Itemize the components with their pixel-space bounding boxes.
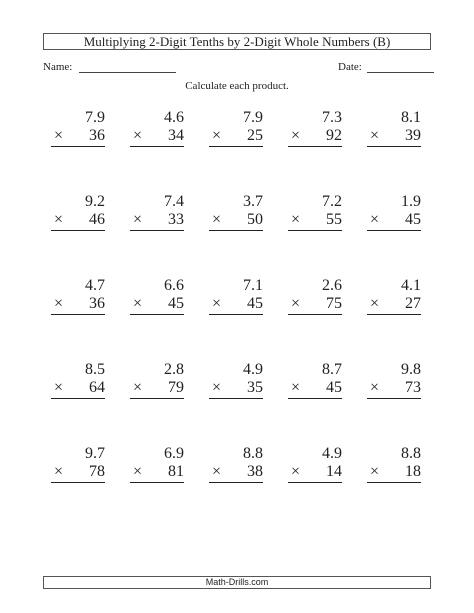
multiplier: 39 bbox=[405, 127, 421, 144]
problem-item bbox=[38, 109, 117, 193]
times-sign: × bbox=[133, 295, 143, 312]
multiplier-line bbox=[288, 127, 342, 147]
times-sign: × bbox=[212, 211, 222, 228]
problem-item bbox=[38, 445, 117, 529]
times-sign: × bbox=[212, 463, 222, 480]
problem-stack bbox=[51, 445, 105, 483]
times-sign: × bbox=[291, 463, 301, 480]
multiplicand: 4.9 bbox=[243, 361, 263, 378]
problem-stack bbox=[209, 193, 263, 231]
problem-item bbox=[275, 109, 354, 193]
problem-item bbox=[117, 109, 196, 193]
multiplier: 75 bbox=[326, 295, 342, 312]
problem-stack bbox=[209, 277, 263, 315]
problem-item bbox=[117, 445, 196, 529]
multiplicand: 2.6 bbox=[322, 277, 342, 294]
multiplier: 45 bbox=[168, 295, 184, 312]
multiplier: 38 bbox=[247, 463, 263, 480]
times-sign: × bbox=[54, 379, 64, 396]
problem-item bbox=[275, 361, 354, 445]
problem-stack bbox=[367, 445, 421, 483]
times-sign: × bbox=[133, 127, 143, 144]
multiplier: 55 bbox=[326, 211, 342, 228]
multiplier-line bbox=[367, 211, 421, 231]
problem-stack bbox=[130, 361, 184, 399]
problem-item bbox=[117, 193, 196, 277]
multiplicand: 8.1 bbox=[401, 109, 421, 126]
multiplier-line bbox=[51, 379, 105, 399]
problem-item bbox=[117, 277, 196, 361]
problem-item bbox=[354, 361, 433, 445]
multiplicand: 7.9 bbox=[243, 109, 263, 126]
multiplicand: 8.8 bbox=[401, 445, 421, 462]
multiplicand: 9.7 bbox=[85, 445, 105, 462]
name-label: Name: bbox=[43, 61, 73, 73]
multiplicand: 7.1 bbox=[243, 277, 263, 294]
problem-item bbox=[354, 193, 433, 277]
multiplier-line bbox=[130, 295, 184, 315]
multiplicand: 6.6 bbox=[164, 277, 184, 294]
multiplier-line bbox=[130, 379, 184, 399]
multiplicand: 9.2 bbox=[85, 193, 105, 210]
multiplicand: 4.1 bbox=[401, 277, 421, 294]
multiplier-line bbox=[288, 211, 342, 231]
times-sign: × bbox=[370, 127, 380, 144]
problem-item bbox=[38, 361, 117, 445]
multiplier-line bbox=[209, 127, 263, 147]
multiplicand: 7.4 bbox=[164, 193, 184, 210]
problem-stack bbox=[209, 445, 263, 483]
multiplicand: 7.3 bbox=[322, 109, 342, 126]
multiplier: 14 bbox=[326, 463, 342, 480]
multiplier-line bbox=[367, 463, 421, 483]
problem-item bbox=[354, 277, 433, 361]
times-sign: × bbox=[370, 379, 380, 396]
multiplicand: 8.8 bbox=[243, 445, 263, 462]
problem-stack bbox=[209, 109, 263, 147]
problem-stack bbox=[130, 109, 184, 147]
multiplier-line bbox=[367, 127, 421, 147]
problem-item bbox=[196, 445, 275, 529]
date-field bbox=[338, 61, 434, 73]
problem-item bbox=[196, 109, 275, 193]
times-sign: × bbox=[370, 295, 380, 312]
multiplier-line bbox=[130, 127, 184, 147]
multiplier-line bbox=[367, 295, 421, 315]
multiplier: 45 bbox=[326, 379, 342, 396]
problem-stack bbox=[130, 445, 184, 483]
times-sign: × bbox=[54, 463, 64, 480]
multiplier: 27 bbox=[405, 295, 421, 312]
times-sign: × bbox=[291, 127, 301, 144]
multiplier: 50 bbox=[247, 211, 263, 228]
multiplier-line bbox=[209, 295, 263, 315]
multiplicand: 4.9 bbox=[322, 445, 342, 462]
problem-stack bbox=[288, 445, 342, 483]
multiplier: 25 bbox=[247, 127, 263, 144]
times-sign: × bbox=[133, 211, 143, 228]
problem-item bbox=[275, 277, 354, 361]
problem-stack bbox=[130, 277, 184, 315]
problem-stack bbox=[367, 277, 421, 315]
problem-stack bbox=[288, 361, 342, 399]
multiplier-line bbox=[51, 127, 105, 147]
multiplier-line bbox=[130, 463, 184, 483]
problem-stack bbox=[288, 277, 342, 315]
multiplier: 45 bbox=[405, 211, 421, 228]
multiplier-line bbox=[51, 463, 105, 483]
multiplier: 36 bbox=[89, 127, 105, 144]
multiplier-line bbox=[367, 379, 421, 399]
times-sign: × bbox=[133, 379, 143, 396]
problem-item bbox=[196, 193, 275, 277]
multiplier-line bbox=[130, 211, 184, 231]
multiplier: 35 bbox=[247, 379, 263, 396]
problem-item bbox=[354, 445, 433, 529]
multiplier: 18 bbox=[405, 463, 421, 480]
problem-stack bbox=[130, 193, 184, 231]
multiplier-line bbox=[209, 211, 263, 231]
problem-stack bbox=[367, 361, 421, 399]
problem-item bbox=[196, 361, 275, 445]
problem-item bbox=[275, 445, 354, 529]
times-sign: × bbox=[212, 295, 222, 312]
times-sign: × bbox=[370, 211, 380, 228]
multiplicand: 8.5 bbox=[85, 361, 105, 378]
problem-item bbox=[354, 109, 433, 193]
name-blank-line bbox=[79, 62, 176, 73]
problem-stack bbox=[288, 109, 342, 147]
instructions: Calculate each product. bbox=[185, 80, 289, 92]
times-sign: × bbox=[212, 127, 222, 144]
problem-item bbox=[117, 361, 196, 445]
footer-site: Math-Drills.com bbox=[43, 576, 431, 589]
problem-item bbox=[275, 193, 354, 277]
times-sign: × bbox=[212, 379, 222, 396]
times-sign: × bbox=[291, 295, 301, 312]
multiplier: 34 bbox=[168, 127, 184, 144]
times-sign: × bbox=[370, 463, 380, 480]
multiplier-line bbox=[288, 379, 342, 399]
multiplier-line bbox=[209, 463, 263, 483]
multiplicand: 8.7 bbox=[322, 361, 342, 378]
times-sign: × bbox=[133, 463, 143, 480]
problem-stack bbox=[288, 193, 342, 231]
multiplier-line bbox=[51, 295, 105, 315]
times-sign: × bbox=[291, 211, 301, 228]
times-sign: × bbox=[54, 127, 64, 144]
multiplicand: 6.9 bbox=[164, 445, 184, 462]
problem-grid bbox=[38, 109, 433, 529]
problem-stack bbox=[51, 277, 105, 315]
problem-stack bbox=[209, 361, 263, 399]
problem-item bbox=[196, 277, 275, 361]
multiplicand: 4.7 bbox=[85, 277, 105, 294]
problem-item bbox=[38, 277, 117, 361]
problem-stack bbox=[51, 361, 105, 399]
problem-stack bbox=[367, 109, 421, 147]
multiplicand: 3.7 bbox=[243, 193, 263, 210]
multiplier: 78 bbox=[89, 463, 105, 480]
multiplier-line bbox=[51, 211, 105, 231]
date-blank-line bbox=[367, 62, 434, 73]
date-label: Date: bbox=[338, 61, 362, 73]
multiplier: 33 bbox=[168, 211, 184, 228]
multiplier: 79 bbox=[168, 379, 184, 396]
multiplier: 64 bbox=[89, 379, 105, 396]
multiplier: 36 bbox=[89, 295, 105, 312]
multiplier-line bbox=[288, 463, 342, 483]
multiplier: 46 bbox=[89, 211, 105, 228]
multiplier: 73 bbox=[405, 379, 421, 396]
multiplier-line bbox=[209, 379, 263, 399]
multiplier: 45 bbox=[247, 295, 263, 312]
problem-stack bbox=[51, 109, 105, 147]
problem-stack bbox=[367, 193, 421, 231]
multiplicand: 7.2 bbox=[322, 193, 342, 210]
worksheet-title: Multiplying 2-Digit Tenths by 2-Digit Whole Numbers (B) bbox=[43, 33, 431, 50]
multiplier-line bbox=[288, 295, 342, 315]
problem-item bbox=[38, 193, 117, 277]
problem-stack bbox=[51, 193, 105, 231]
multiplier: 81 bbox=[168, 463, 184, 480]
times-sign: × bbox=[54, 211, 64, 228]
times-sign: × bbox=[291, 379, 301, 396]
multiplicand: 1.9 bbox=[401, 193, 421, 210]
multiplicand: 9.8 bbox=[401, 361, 421, 378]
multiplicand: 4.6 bbox=[164, 109, 184, 126]
times-sign: × bbox=[54, 295, 64, 312]
multiplicand: 7.9 bbox=[85, 109, 105, 126]
multiplier: 92 bbox=[326, 127, 342, 144]
multiplicand: 2.8 bbox=[164, 361, 184, 378]
name-field bbox=[43, 61, 176, 73]
